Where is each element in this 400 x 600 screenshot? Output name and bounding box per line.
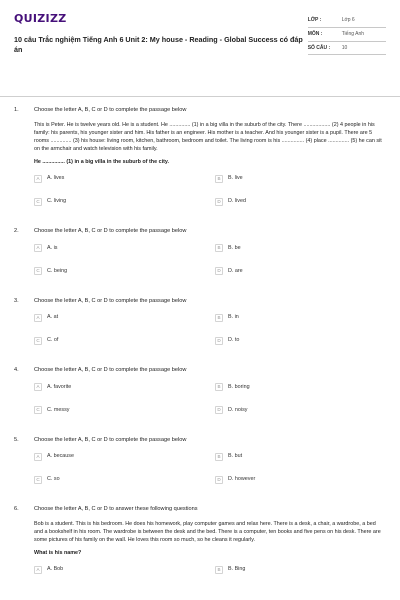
option-c[interactable]	[34, 196, 205, 207]
question-2	[14, 228, 386, 289]
option-d[interactable]	[215, 335, 386, 346]
question-body	[34, 107, 386, 219]
question-body	[34, 437, 386, 498]
option-b[interactable]	[215, 451, 386, 462]
option-text: B. but	[228, 453, 243, 460]
option-letter-box: C	[34, 406, 42, 414]
option-d[interactable]	[215, 266, 386, 277]
option-text: D. noisy	[228, 406, 248, 413]
answer-options	[34, 565, 386, 588]
question-body	[34, 298, 386, 359]
option-letter-box: B	[215, 383, 223, 391]
option-text: C. so	[47, 476, 60, 483]
option-text: B. boring	[228, 383, 250, 390]
question-6	[14, 506, 386, 587]
meta-value: Tiếng Anh	[341, 30, 365, 37]
option-text: A. is	[47, 244, 58, 251]
question-instruction: Choose the letter A, B, C or D to complete the passage below	[34, 107, 187, 113]
meta-row-grade	[308, 14, 386, 28]
option-a[interactable]	[34, 243, 205, 254]
reading-passage: This is Peter. He is twelve years old. He is a student. He .............. (1) in a big villa in the suburb of the city. There .................. (2) 4 people in his family: his parents, his younger sister and him. His father is an engineer. His mother is a teacher. And his younger sister is a pupil. There are 5 rooms .............. (3) his house: living room, kitchen, bathroom, bedroom and toilet. The living room is his ............... (4) place .............. (5) he can sit on the armchair and watch television with his family.	[34, 121, 382, 152]
option-letter-box: C	[34, 198, 42, 206]
option-a[interactable]	[34, 382, 205, 393]
option-letter-box: C	[34, 337, 42, 345]
question-4	[14, 367, 386, 428]
question-number: 4.	[14, 367, 19, 374]
option-text: A. lives	[47, 175, 65, 182]
option-letter-box: A	[34, 244, 42, 252]
question-number: 6.	[14, 506, 19, 513]
question-instruction: Choose the letter A, B, C or D to complete the passage below	[34, 367, 187, 374]
question-1	[14, 107, 386, 219]
option-a[interactable]	[34, 565, 205, 576]
question-5	[14, 437, 386, 498]
meta-row-count	[308, 42, 386, 56]
option-text: D. are	[228, 267, 243, 274]
option-text: A. Bob	[47, 566, 64, 573]
option-a[interactable]	[34, 312, 205, 323]
option-letter-box: B	[215, 314, 223, 322]
meta-label: MÔN :	[307, 30, 323, 37]
option-b[interactable]	[215, 565, 386, 576]
option-c[interactable]	[34, 335, 205, 346]
option-text: A. favorite	[47, 383, 72, 390]
option-a[interactable]	[34, 451, 205, 462]
worksheet-header	[14, 12, 386, 82]
quizizz-logo: QUIZIZZ	[14, 12, 67, 25]
header-left	[14, 12, 308, 55]
question-instruction: Choose the letter A, B, C or D to answer these following questions	[34, 506, 198, 513]
option-text: D. to	[228, 337, 240, 344]
option-letter-box: D	[215, 267, 223, 275]
option-letter-box: A	[34, 383, 42, 391]
question-stem: What is his name?	[34, 550, 82, 557]
option-letter-box: C	[34, 267, 42, 275]
header-divider	[0, 96, 400, 97]
option-letter-box: B	[215, 175, 223, 183]
option-letter-box: D	[215, 406, 223, 414]
option-c[interactable]	[34, 266, 205, 277]
meta-value: Lớp 6	[341, 17, 355, 23]
question-instruction: Choose the letter A, B, C or D to complete the passage below	[34, 297, 187, 304]
answer-options	[34, 173, 386, 219]
option-text: B. in	[228, 314, 239, 321]
option-b[interactable]	[215, 312, 386, 323]
option-text: C. of	[47, 337, 59, 344]
option-text: B. live	[228, 175, 243, 182]
option-letter-box: C	[34, 476, 42, 484]
option-text: C. messy	[47, 406, 70, 413]
meta-panel	[308, 14, 386, 55]
option-d[interactable]	[215, 196, 386, 207]
option-text: A. because	[47, 453, 74, 460]
option-letter-box: A	[34, 566, 42, 574]
question-number: 3.	[14, 297, 19, 304]
question-body	[34, 228, 386, 289]
meta-label: SỐ CÂU :	[307, 44, 331, 51]
reading-passage: Bob is a student. This is his bedroom. He does his homework, play computer games and relax here. There is a desk, a chair, a wardrobe, a bed and a bookshelf in his room. The wardrobe is between the desk and the bed. There is a computer, ten books and five pens on his desk. There are some pictures of his family on the wall. He loves this room so much, so he cleans it regularly.	[34, 521, 381, 544]
option-letter-box: B	[215, 566, 223, 574]
option-a[interactable]	[34, 173, 205, 184]
question-number: 5.	[14, 436, 19, 443]
question-body	[34, 367, 386, 428]
option-letter-box: A	[34, 175, 42, 183]
option-c[interactable]	[34, 474, 205, 485]
answer-options	[34, 451, 386, 497]
option-text: B. Bing	[228, 566, 246, 573]
answer-options	[34, 312, 386, 358]
question-number: 1.	[14, 107, 19, 113]
question-stem: He ............... (1) in a big villa in the suburb of the city.	[34, 158, 169, 165]
question-body	[34, 506, 386, 587]
option-letter-box: D	[215, 198, 223, 206]
document-title: 10 câu Trắc nghiệm Tiếng Anh 6 Unit 2: My house - Reading - Global Success có đáp án	[14, 34, 303, 54]
answer-options	[34, 243, 386, 289]
question-instruction: Choose the letter A, B, C or D to complete the passage below	[34, 228, 187, 235]
option-letter-box: D	[215, 476, 223, 484]
option-c[interactable]	[34, 405, 205, 416]
option-letter-box: A	[34, 314, 42, 322]
meta-value: 10	[341, 44, 348, 51]
option-letter-box: D	[215, 337, 223, 345]
option-text: A. at	[47, 314, 59, 321]
option-text: D. however	[228, 476, 256, 483]
meta-row-subject	[308, 28, 386, 42]
option-text: C. being	[47, 267, 68, 274]
question-3	[14, 298, 386, 359]
option-text: C. living	[47, 198, 67, 205]
question-instruction: Choose the letter A, B, C or D to complete the passage below	[34, 436, 187, 443]
option-d[interactable]	[215, 405, 386, 416]
option-b[interactable]	[215, 243, 386, 254]
meta-label: LỚP :	[307, 17, 322, 23]
option-letter-box: B	[215, 453, 223, 461]
option-letter-box: B	[215, 244, 223, 252]
option-letter-box: A	[34, 453, 42, 461]
option-text: D. lived	[228, 198, 246, 205]
option-b[interactable]	[215, 382, 386, 393]
option-d[interactable]	[215, 474, 386, 485]
option-text: B. be	[228, 244, 241, 251]
option-b[interactable]	[215, 173, 386, 184]
question-number: 2.	[14, 228, 19, 235]
answer-options	[34, 382, 386, 428]
